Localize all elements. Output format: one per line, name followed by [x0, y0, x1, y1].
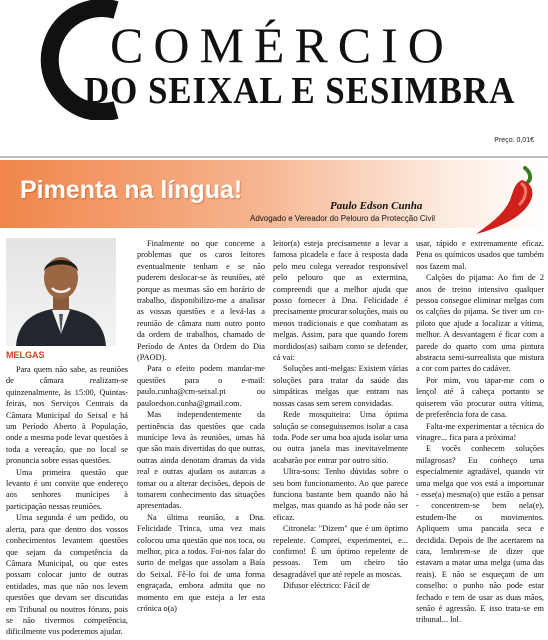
- masthead-title-bottom: DO SEIXAL E SESIMBRA: [84, 70, 516, 112]
- paragraph: Por mim, vou tapar-me com o lençol até à cabeça portanto se quiserem vão procurar outra vítima, de preferência fora de casa.: [416, 375, 544, 420]
- red-pepper-icon: [470, 162, 540, 237]
- section-label: MELGAS: [6, 350, 45, 360]
- article-column-1: [6, 364, 128, 638]
- paragraph: leitor(a) esteja precisamente a levar a famosa picadela e face à resposta dada pelo meu colega vereador responsável pelo pelouro que as extermina, compreendi que a melhor ajuda que posso fornecer à Dna. Felicidade é precisamente procurar soluções, mais ou menos tradicionais e que combatam as melgas. Assim, para que quando forem mordidos(as) saibam como se defender, cá vai:: [273, 239, 408, 363]
- paragraph: Ultra-sons: Tenho dúvidas sobre o seu bom funcionamento. Ao que parece funciona bastante bem quando não há melgas, mas quando as há pode não ser eficaz.: [273, 467, 408, 522]
- author-role: Advogado e Vereador do Pelouro da Protecção Civil: [250, 214, 436, 223]
- author-photo: [6, 238, 116, 346]
- author-name: Paulo Edson Cunha: [330, 200, 423, 212]
- article-column-3: [273, 238, 408, 638]
- paragraph: Finalmente no que concerne a problemas que os caros leitores eventualmente tenham e se não puderem deslocar-se às reuniões, até porque as mesmas são em horário de trabalho, disponibilizo-me a analisar as vossas questões e a levá-las a reunião de câmara num outro ponto da ordem de trabalhos, chamado de Período de Antes da Ordem do Dia (PAOD).: [137, 239, 265, 363]
- divider: [0, 156, 548, 158]
- paragraph: Uma segunda é um pedido, ou alerta, para que dentro dos vossos conhecimentos levantem questões que sejam da competência da Câmara Municipal, ou que estes possam colocar junto de outras entidades, mas que não nos levem questões que devam ser discutidas em Tribunal ou noutros fóruns, pois se não tivermos competência, dificilmente vos poderemos ajudar.: [6, 513, 128, 637]
- paragraph: Calções do pijama: Ao fim de 2 anos de treino intensivo qualquer pessoa consegue eliminar melgas com os calções do pijama. Se tiver um co-piloto que ajude a localizar a vítima, melhor. A desvantagem é ficar com a parede do quarto com uma pintura abstracta semi-surrealista que mistura a cor com partes do cadáver.: [416, 273, 544, 374]
- paragraph: Mas independentemente da pertinência das questões que cada munícipe leva às reuniões, umas há que são mais divertidas do que outras, outras ainda denotam dramas da vida real e outras ajudam os autarcas a tomar ou a alterar decisões, depois de tomarem conhecimento das situações apresentadas.: [137, 410, 265, 511]
- paragraph: Rede mosquiteira: Uma óptima solução se conseguissemos isolar a casa toda. Pode ser uma boa ajuda isolar uma ou outra janela mas inevitavelmente acabarão por entrar por outro sítio.: [273, 410, 408, 465]
- paragraph: Para quem não sabe, as reuniões de câmara realizam-se quinzenalmente, às 15:00, Quintas-feiras, nos Serviços Centrais da Câmara Municipal do Seixal e há um Período Aberto à População, onde a mesma pode levar questões à toda a vereação, que no local se pronuncia sobre essas questões.: [6, 365, 128, 466]
- masthead-title-top: COMÉRCIO: [110, 17, 454, 73]
- paragraph: usar, rápido e extremamente eficaz. Pena os químicos usados que também nos fazem mal.: [416, 239, 544, 271]
- article-column-4: [416, 238, 544, 638]
- article-headline: Pimenta na língua!: [20, 176, 243, 204]
- paragraph: Falta-me experimentar a técnica do vinagre... fica para a próxima!: [416, 421, 544, 442]
- masthead: [0, 0, 548, 158]
- paragraph: Difusor eléctrico: Fácil de: [283, 581, 370, 591]
- paragraph: Uma primeira questão que levanto é um convite que endereço aos senhores munícipes à participação nessas reuniões.: [6, 467, 128, 511]
- price-label: Preço: 0,01€: [494, 137, 534, 144]
- paragraph: Citronela: "Dizem" que é um óptimo repelente. Comprei, experimentei, e... confirmo! É um óptimo repelente de pessoas. Tem um cheiro tão desagradável que até repele as moscas.: [273, 524, 408, 579]
- article-column-2: [137, 238, 265, 638]
- paragraph: Soluções anti-melgas: Existem várias soluções para tratar da saúde das simpáticas melgas que entram nas nossas casas sem serem convidadas.: [273, 364, 408, 408]
- paragraph: Na última reunião, a Dna. Felicidade Trinca, uma vez mais colocou uma questão que nos toca, ou melhor, pica a todos. Foi-nos falar do surto de melgas que assolam a Baía do Seixal. Fê-lo foi de uma forma engraçada, embora admita que no momento em que esteja a ler esta crónica o(a): [137, 512, 265, 613]
- paragraph: E vocês conhecem soluções milagrosas? Eu conheço uma especialmente agradável, quando vir uma melga que vos está a importunar - esse(a) mesma(o) que estão a pensar - concentrem-se bem nela(e), estudem-lhe os movimentos. Apliquem uma pancada seca e decidida. Depois de lhe acertarem na cara, lembrem-se de dizer que estavam a matar uma melga (uma das reais). E não se esqueçam de um conselho: o punho não pode estar fechado e tem de usar as duas mãos, senão é agressão. E isso trata-se em tribunal... lol.: [416, 444, 544, 625]
- paragraph: Para o efeito podem mandar-me questões para o e-mail: paulo.cunha@cm-seixal.pt ou pauloedson.cunha@gmail.com.: [137, 364, 265, 408]
